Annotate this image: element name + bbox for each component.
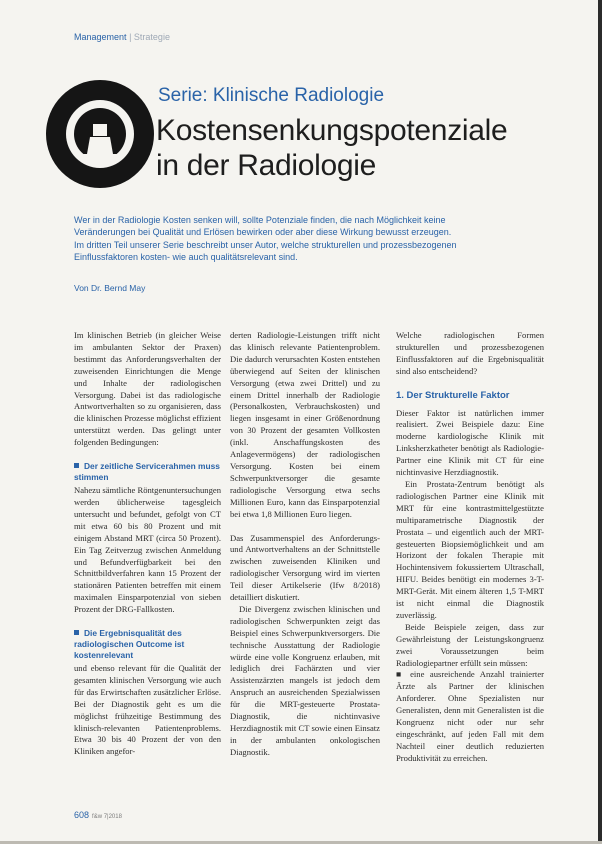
scan-edge-right [598,0,602,844]
series-label: Serie: Klinische Radiologie [158,85,385,106]
radiology-series-icon [46,80,154,188]
paragraph: Welche radiologischen Formen strukturellen und prozessbezogenen Einflussfaktoren auf die Ergebnisqualität sind also entscheidend? [396,330,544,376]
subheading: Die Ergebnisqualität des radiologischen Outcome ist kostenrelevant [74,628,185,661]
lead-line: Veränderungen bei Qualität und Erlösen bewirken oder aber diese Wirkung bewusst erzeugen. [74,227,452,238]
paragraph: derten Radiologie-Leistungen trifft nicht das klinisch relevante Patientenproblem. Die dadurch verursachten Kosten entstehen überwiegend auf Seiten der klinischen Versorgung (etwa zwei Drittel) und zu einem Drittel innerhalb der Radiologie (Personalkosten, Verbrauchskosten) und liegen insgesamt in einer Größenordnung von 30 Prozent der gesamten Vollkosten (inkl. Anschaffungskosten des Anlagevermögens) der radiologischen Versorgung. Kosten bei einem Schwerpunktversorger die gesamte radiologische Versorgung etwa sechs Millionen Euro, kann das Einsparpotenzial bei etwa 1,8 Millionen Euro liegen. [230,330,380,519]
author-byline: Von Dr. Bernd May [74,283,146,293]
bullet-square-icon [74,630,79,635]
magazine-issue: f&w 7|2018 [92,814,122,820]
title-line-2: in der Radiologie [156,149,377,182]
title-line-1: Kostensenkungspotenziale [156,114,508,147]
bullet-paragraph: ■ eine ausreichende Anzahl trainierter Ärzte als Partner der klinischen Anforderer. Ohne Spezialisten nur Generalisten, denn mit Generalisten ist die Kongruenz nicht oder nur sehr eingeschränkt, auf jeden Fall mit dem Nachteil einer deutlich reduzierten Produktivität zu erreichen. [396,669,544,763]
lead-line: Einflussfaktoren kosten- wie auch qualitätsrelevant sind. [74,252,298,263]
article-lead [74,214,544,264]
paragraph: Ein Prostata-Zentrum benötigt als radiologischen Partner eine Klinik mit MRT für eine kontrastmittelgestützte multiparametrische Diagnostik der Prostata – und eigentlich auch der MRT-gesteuerten Biopsiemöglichkeit und am Horizont der fokalen Therapie mit Hochintensivem fokussiertem Ultraschall, HIFU. Beides benötigt ein modernes 3-T-MRT-Gerät. Mit einem älteren 1,5 T-MRT ist nicht einmal die Diagnostik zuverlässig. [396,478,544,620]
subsection-label: Strategie [133,32,170,42]
article-title [156,113,507,183]
numbered-subheading: 1. Der Strukturelle Faktor [396,389,510,401]
paragraph: und ebenso relevant für die Qualität der gesamten klinischen Versorgung wie auch für das Erwirtschaften zusätzlicher Erlöse. Bei der Diagnostik geht es um die möglichst frühzeitige Bestimmung des klinisch-relevanten Patientenproblems. Etwa 30 bis 40 Prozent der von den Kliniken angefor- [74,663,221,757]
lead-line: Wer in der Radiologie Kosten senken will, sollte Potenziale finden, die nach Möglichkeit keine [74,215,446,225]
paragraph: Das Zusammenspiel des Anforderungs- und Antwortverhaltens an der Schnittstelle zwischen zuweisenden Kliniken und radiologischer Versorgung wird im vierten Teil dieser Artikelserie (Ifw 8/2018) detailliert diskutiert. [230,532,380,603]
section-label: Management [74,32,127,42]
paragraph: Beide Beispiele zeigen, dass zur Gewährleistung der Leistungskongruenz zwei Voraussetzungen beim Radiologiepartner erfüllt sein müssen: [396,621,544,668]
paragraph: Nahezu sämtliche Röntgenuntersuchungen werden üblicherweise tagesgleich untersucht und befundet, gefolgt von CT mit etwa 60 bis 80 Prozent und mit einigem Abstand MRT (circa 50 Prozent). Ein Tag Zeitverzug zwischen Anmeldung und Befundverfügbarkeit bei den Schnittbildverfahren kann 15 Prozent der stationären Patienten betreffen mit einem maximalen Einsparpotenzial von sieben Prozent der DRG-Fallkosten. [74,485,222,615]
subheading: Der zeitliche Servicerahmen muss stimmen [74,461,220,483]
bullet-square-icon [74,463,79,468]
paragraph: Im klinischen Betrieb (in gleicher Weise im ambulanten Sektor der Praxen) bestimmt das Anforderungsverhalten der zuweisenden Einrichtungen die Menge und Inhalte der radiologischen Versorgung. Dabei ist das radiologische Antwortverhalten so zu organisieren, dass die klinischen Prozesse möglichst effizient unterstützt werden. Das gelingt unter folgenden Bedingungen: [74,330,221,448]
text-column-3 [396,330,544,765]
page-number: 608 [74,810,90,820]
text-column-2 [230,330,380,759]
text-column-1 [74,330,221,758]
paragraph: Die Divergenz zwischen klinischen und radiologischen Schwerpunkten zeigt das Beispiel eines Schwerpunktversorgers. Die technische Ausstattung der Radiologie würde eine volle Kongruenz erlauben, mit lediglich drei Fachärzten und vier Assistenzärzten mangels ist jedoch dem Anspruch an ausreichenden Spezialwissen für die MRT-gesteuerte Prostata-Diagnostik, die nichtinvasive Herzdiagnostik mit CT sowie einen Einsatz in der ambulanten onkologischen Diagnostik. [230,603,380,757]
lead-line: Im dritten Teil unserer Serie beschreibt unser Autor, welche strukturellen und prozessbezogenen [74,239,457,250]
header-separator: | [129,32,132,42]
paragraph: Dieser Faktor ist natürlichen immer realisiert. Zwei Beispiele dazu: Eine moderne kardiologische Klinik mit Linksherzkatheter benötigt als Radiologie-Partner eine Klinik mit CT für eine nichtinvasive Herzdiagnostik. [396,407,544,478]
running-header [74,32,170,42]
page-footer [74,810,122,820]
